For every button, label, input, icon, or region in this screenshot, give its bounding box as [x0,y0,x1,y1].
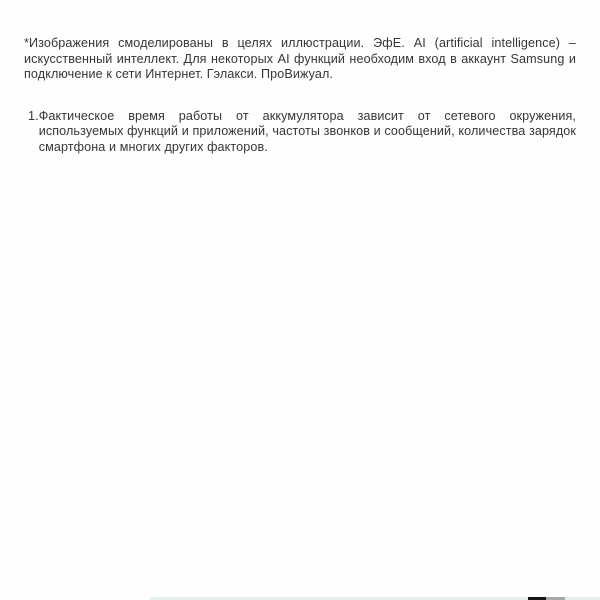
footnote-text: Фактическое время работы от аккумулятора зависит от сетевого окружения, используемых функций и приложений, частоты звонков и сообщений, количества зарядок смартфона и многих других факторов. [38,108,576,154]
disclaimer-paragraph: *Изображения смоделированы в целях иллюстрации. ЭфЕ. AI (artificial intelligence) – искусственный интеллект. Для некоторых AI функций необходим вход в аккаунт Samsung и подключение к сети Интернет. Гэлакси. ПроВижуал. [24,36,576,82]
footnote-item [24,109,576,156]
footnote-number: 1. [28,108,39,123]
disclaimer-section [24,36,576,156]
